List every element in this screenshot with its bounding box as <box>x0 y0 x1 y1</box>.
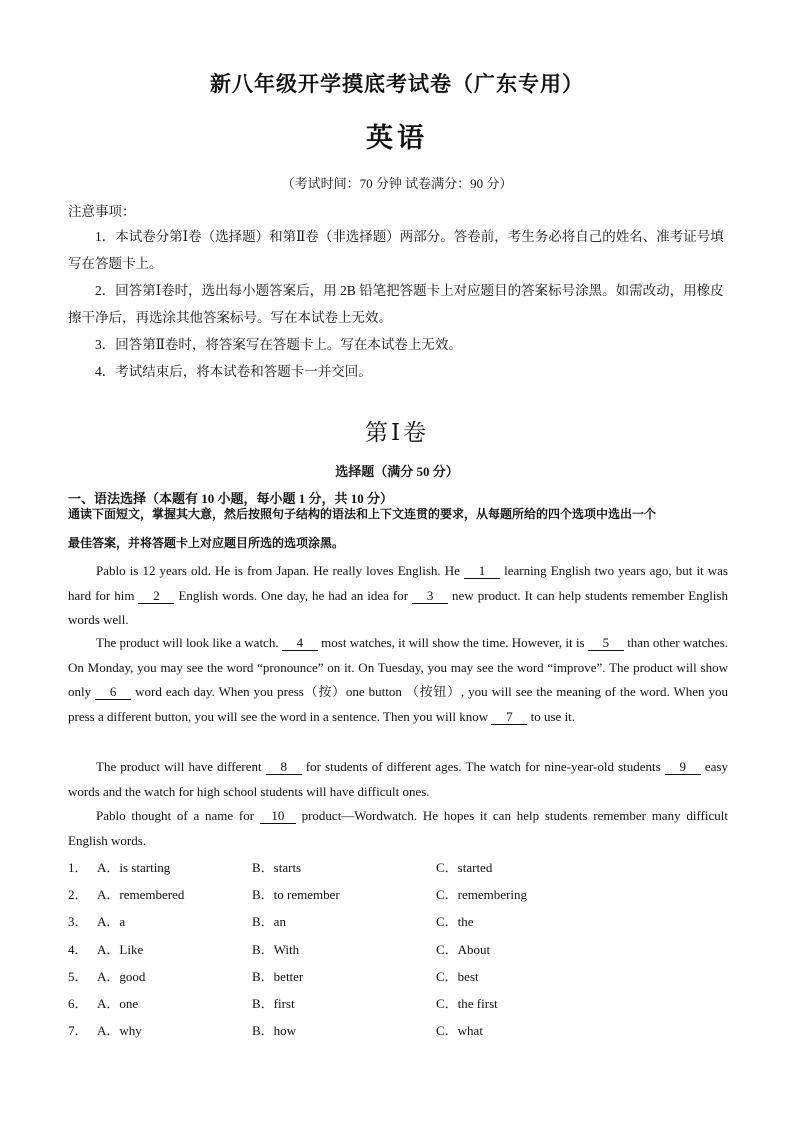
part-instruction: 最佳答案，并将答题卡上对应题目所选的选项涂黑。 <box>68 536 345 550</box>
passage-text: word each day. When you press（按）one button （按钮）, you will see the meaning of the word. When you press a different button, you will see the word in a sentence. Then you will know <box>68 684 729 724</box>
passage-paragraph <box>68 804 728 853</box>
question-number: 1． <box>68 860 88 875</box>
option-b: B．starts <box>252 860 302 875</box>
blank-8: 8 <box>266 760 302 775</box>
part-instruction: 通读下面短文，掌握其大意，然后按照句子结构的语法和上下文连贯的要求，从每题所给的四个选项中选出一个 <box>68 507 657 521</box>
option-a: A．remembered <box>97 887 185 902</box>
option-b: B．With <box>252 942 300 957</box>
option-a: A．a <box>97 914 126 929</box>
question-row <box>68 884 728 906</box>
option-b: B．first <box>252 996 295 1011</box>
note-item: 4．考试结束后，将本试卷和答题卡一并交回。 <box>95 364 372 379</box>
question-number: 2． <box>68 887 88 902</box>
option-c: C．started <box>436 860 493 875</box>
blank-9: 9 <box>665 760 701 775</box>
exam-info: （考试时间：70 分钟 试卷满分：90 分） <box>281 176 513 191</box>
passage-text: learning English two years ago, but it was hard for him <box>68 563 728 603</box>
passage-paragraph <box>68 755 728 804</box>
question-number: 6． <box>68 996 88 1011</box>
volume-heading: 第Ⅰ卷 <box>364 420 430 445</box>
subject-title: 英语 <box>366 123 428 154</box>
blank-1: 1 <box>464 564 500 579</box>
question-row <box>68 857 728 879</box>
blank-2: 2 <box>138 589 174 604</box>
option-b: B．an <box>252 914 286 929</box>
passage-text: most watches, it will show the time. However, it is <box>317 635 588 650</box>
note-item: 3．回答第Ⅱ卷时，将答案写在答题卡上。写在本试卷上无效。 <box>95 337 462 352</box>
question-row <box>68 966 728 988</box>
blank-4: 4 <box>282 636 318 651</box>
blank-5: 5 <box>588 636 624 651</box>
question-row <box>68 993 728 1015</box>
option-c: C．best <box>436 969 479 984</box>
passage-text: than other watches. On Monday, you may see the word “pronounce” on it. On Tuesday, you may see the word “improve”. The product will show only <box>68 635 728 699</box>
question-number: 5． <box>68 969 88 984</box>
question-number: 4． <box>68 942 88 957</box>
option-a: A．one <box>97 996 139 1011</box>
passage-text: English words. One day, he had an idea for <box>174 587 413 603</box>
passage-text: Pablo is 12 years old. He is from Japan. He really loves English. He <box>96 563 464 578</box>
option-c: C．About <box>436 942 491 957</box>
section-heading: 选择题（满分 50 分） <box>335 464 459 479</box>
question-row <box>68 939 728 961</box>
passage-text: easy words and the watch for high school students will have difficult ones. <box>68 759 728 799</box>
passage-text: product—Wordwatch. He hopes it can help students remember many difficult English words. <box>68 808 728 848</box>
passage-text: Pablo thought of a name for <box>96 808 260 823</box>
question-number: 7． <box>68 1023 88 1038</box>
option-a: A．is starting <box>97 860 171 875</box>
option-c: C．what <box>436 1023 483 1038</box>
question-number: 3． <box>68 914 88 929</box>
option-c: C．remembering <box>436 887 527 902</box>
notes-heading: 注意事项： <box>68 204 136 219</box>
blank-7: 7 <box>491 710 527 725</box>
passage-text: for students of different ages. The watch for nine-year-old students <box>301 759 665 774</box>
passage-text: to use it. <box>527 708 576 724</box>
option-b: B．how <box>252 1023 297 1038</box>
blank-6: 6 <box>95 685 131 700</box>
option-a: A．good <box>97 969 146 984</box>
part-heading: 一、语法选择（本题有 10 小题，每小题 1 分，共 10 分） <box>68 491 394 506</box>
blank-10: 10 <box>260 809 296 824</box>
question-row <box>68 1020 728 1042</box>
option-a: A．why <box>97 1023 142 1038</box>
note-item: 1．本试卷分第Ⅰ卷（选择题）和第Ⅱ卷（非选择题）两部分。答卷前，考生务必将自己的姓名、准考证号填写在答题卡上。 <box>68 229 724 271</box>
option-b: B．better <box>252 969 304 984</box>
passage-text: The product will look like a watch. <box>96 635 282 650</box>
passage-text: The product will have different <box>96 759 266 774</box>
exam-title: 新八年级开学摸底考试卷（广东专用） <box>210 72 584 96</box>
blank-3: 3 <box>412 589 448 604</box>
passage-paragraph <box>68 631 728 729</box>
passage-text: new product. It can help students remember English words well. <box>68 587 728 627</box>
passage-paragraph <box>68 559 728 633</box>
note-item: 2．回答第Ⅰ卷时，选出每小题答案后，用 2B 铅笔把答题卡上对应题目的答案标号涂黑。如需改动，用橡皮擦干净后，再选涂其他答案标号。写在本试卷上无效。 <box>68 283 724 325</box>
option-a: A．Like <box>97 942 144 957</box>
question-row <box>68 911 728 933</box>
option-c: C．the <box>436 914 474 929</box>
option-b: B．to remember <box>252 887 340 902</box>
option-c: C．the first <box>436 996 498 1011</box>
